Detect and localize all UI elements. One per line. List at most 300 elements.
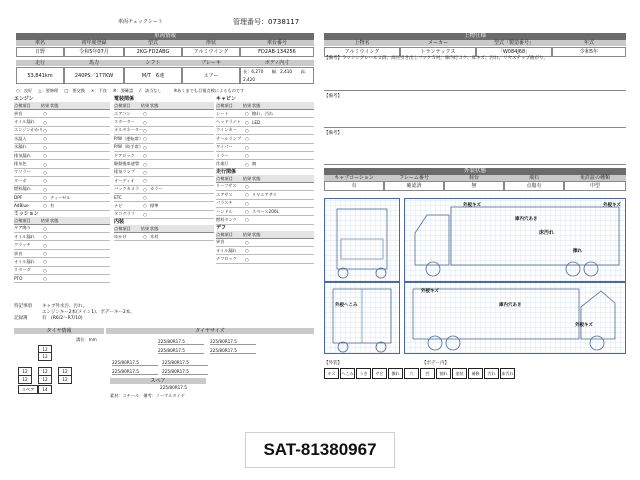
diagram-side-right [404, 282, 626, 354]
damage-legend-item: 床汚れ [500, 368, 515, 379]
remarks-box-1 [324, 93, 626, 128]
engine-row [14, 169, 110, 177]
mission-row [14, 258, 110, 266]
cabin-row-result[interactable]: ○ [245, 144, 249, 150]
electrical-row [114, 144, 214, 152]
engine-row [14, 177, 110, 185]
col-body-size: ボディ内寸 [240, 60, 314, 66]
notes-text-2: エンジンキー2本(メイン1)、ボデーキー2本。 [42, 310, 135, 315]
val-maker: トランテックス [400, 47, 476, 57]
engine-row-item: AdBlue [14, 203, 29, 209]
running-row-result[interactable]: ○ [245, 209, 249, 215]
column-header-item: 点検項目 [216, 103, 233, 108]
val-mileage: 53,841km [16, 67, 64, 84]
legend-replace: □：要交換 [64, 88, 85, 93]
tire-size: 225/80R17.5 [158, 339, 204, 345]
engine-row-result[interactable]: ○ [43, 119, 47, 125]
running-row-status: リヤエアサス [252, 191, 277, 197]
running-row-item: リーフサス [216, 183, 237, 189]
engine-row-item: オイル漏れ [14, 119, 35, 125]
electrical-section [114, 96, 214, 241]
cabin-row-item: テールランプ [216, 135, 242, 141]
tire-position: 12 [38, 352, 52, 361]
cabin-row-item: ウインカー [216, 127, 237, 133]
electrical-row-item: 排気ランプ [114, 169, 135, 175]
tire-size: 225/80R17.5 [210, 348, 256, 354]
engine-row-item: 排気漏れ [14, 152, 31, 158]
column-header-result: 結果 [40, 217, 50, 223]
engine-row-item: 水漏れ [14, 144, 27, 150]
tire-position: 12 [18, 367, 32, 376]
cabin-row-item: ミラー [216, 152, 229, 158]
column-header-item: 点検項目 [114, 103, 131, 108]
damage-legend-item: 穴 [404, 368, 419, 379]
column-header [114, 102, 214, 110]
cabin-row-status: LED [252, 119, 261, 125]
truck-rear-view [325, 283, 399, 353]
engine-section [14, 96, 110, 283]
electrical-row [114, 169, 214, 177]
val-bed: 無 [444, 181, 504, 191]
truck-side-view-left [405, 199, 625, 281]
tire-size: 225/80R17.5 [112, 369, 158, 375]
damage-label-b: 外板キズ [603, 203, 621, 208]
electrical-row-result[interactable]: ○ [143, 111, 147, 117]
spare-tire-label: スペア [18, 385, 38, 394]
dpf-row-item: デフロック [216, 256, 237, 262]
col-cab-caution: キャブコーション [324, 175, 384, 181]
column-header-result: 結果 [242, 231, 252, 237]
cabin-row [216, 127, 314, 135]
val-shift: M/T 6速 [124, 67, 182, 84]
cabin-row-result[interactable]: ○ [245, 161, 249, 167]
records-text: 有 (R6/2〜R7/10) [42, 316, 83, 321]
cabin-section [216, 96, 314, 264]
mission-row [14, 267, 110, 275]
electrical-row [114, 118, 214, 126]
val-load-name: アルミウイング [324, 47, 400, 57]
interior-row-item: ゆかけ [114, 233, 127, 239]
val-first-reg: 令和5年07月 [64, 47, 124, 57]
column-header-status: 状態 [50, 217, 59, 223]
col-frame-no: フレーム番号 [384, 175, 444, 181]
dpf-row-result[interactable]: ○ [245, 248, 249, 254]
vehicle-info-row1-values [16, 47, 314, 57]
val-horsepower: 240PS／177KW [64, 67, 124, 84]
dpf-row [216, 255, 314, 263]
electrical-row-result[interactable]: ○ [143, 211, 147, 217]
spare-size: 225/80R17.5 [160, 385, 187, 390]
column-header-status: 状態 [50, 103, 59, 108]
column-header [14, 102, 110, 110]
damage-legend-item: へこみ [340, 368, 355, 379]
running-row [216, 191, 314, 199]
col-shift: シフト [124, 60, 182, 66]
col-load-model: 型式「製造番号」 [476, 40, 552, 46]
val-load-model: 「W084J68」 [476, 47, 552, 57]
legend-note: ※あくまでも目視点検によるものです [173, 88, 245, 93]
legend-check: ※：要確認 [113, 88, 134, 93]
electrical-row-result[interactable]: ○ [143, 169, 147, 175]
damage-label-c: 庫内穴あき [515, 217, 538, 222]
col-first-reg: 初年度登録 [64, 40, 124, 46]
cabin-row-result[interactable]: ○ [245, 153, 249, 159]
dpf-row-result[interactable]: ○ [245, 239, 249, 245]
electrical-row-status: 標準 [150, 202, 159, 208]
electrical-row-result[interactable]: ○ [143, 127, 147, 133]
column-header-item: 点検項目 [216, 231, 233, 237]
interior-title: 内装 [114, 219, 125, 226]
dpf-row [216, 239, 314, 247]
engine-row-result[interactable]: ○ [43, 161, 47, 167]
mission-row-result[interactable]: ○ [43, 225, 47, 231]
running-row [216, 183, 314, 191]
damage-label-f: 外板キズ [421, 289, 439, 294]
tire-position: 12 [58, 375, 72, 384]
damage-legend-item: サビ [372, 368, 387, 379]
damage-label-i: 庫内穴あき [499, 303, 522, 308]
val-license: 中型 [564, 181, 626, 191]
electrical-row-item: ナビ [114, 202, 123, 208]
cabin-row [216, 135, 314, 143]
col-load-year: 年式 [552, 40, 626, 46]
dpf-row-item: オイル漏れ [216, 247, 237, 253]
col-shape: 形状 [182, 40, 240, 46]
records-label: 記録簿 [14, 316, 28, 321]
cabin-row-item: 作業灯 [216, 161, 229, 167]
electrical-row-item: オーディオ [114, 177, 135, 183]
engine-row-result[interactable]: ○ [43, 186, 47, 192]
tire-material: 素材：スチール 備考：ノーマルタイヤ [110, 393, 185, 398]
interior-row [114, 233, 214, 241]
electrical-row-item: P/W（助手席） [114, 144, 144, 150]
engine-row-result[interactable]: ○ [43, 169, 47, 175]
column-header-item: 点検項目 [14, 217, 31, 223]
mission-row [14, 233, 110, 241]
exterior-values [324, 181, 626, 191]
tread-label: 溝位：mm [76, 337, 97, 342]
vehicle-info-row2-headers [16, 60, 314, 66]
damage-legend-item: 補修 [468, 368, 483, 379]
doc-title: 車両チェックシート [118, 19, 163, 25]
electrical-row [114, 110, 214, 118]
mission-row-item: オイル漏れ [14, 258, 35, 264]
electrical-row [114, 186, 214, 194]
exterior-header: 外装状態 [324, 168, 626, 175]
cabin-row-item: ワイパー [216, 144, 233, 150]
engine-row-result[interactable]: ○ [43, 178, 47, 184]
engine-row-result[interactable]: ○ [43, 144, 47, 150]
remarks-label-1: 【備考】 [324, 94, 342, 99]
engine-row-item: 排気色 [14, 161, 27, 167]
tire-size: 225/80R17.5 [158, 348, 204, 354]
col-license: 免許証の種類 [564, 175, 626, 181]
diagram-front [324, 198, 400, 282]
electrical-row-item: スターター [114, 119, 135, 125]
damage-legend-item: 擦れ [388, 368, 403, 379]
mission-row-item: PTO [14, 276, 23, 282]
mission-row-result[interactable]: ○ [43, 276, 47, 282]
electrical-row-item: エアコン [114, 110, 131, 116]
electrical-row [114, 177, 214, 185]
engine-row-item: DPF [14, 195, 23, 201]
running-row-status: スペース200L [252, 208, 279, 214]
electrical-row-result[interactable]: ○ [143, 144, 147, 150]
management-number-value: 0738117 [268, 18, 300, 26]
damage-legend-item: 凹 [420, 368, 435, 379]
tire-position: 12 [38, 367, 52, 376]
vehicle-info-header: 車両情報 [16, 33, 314, 40]
mission-row-result[interactable]: ○ [43, 242, 47, 248]
vehicle-info-row1-headers [16, 40, 314, 46]
col-maker: メーカー [400, 40, 476, 46]
spare-size-header: スペア [110, 378, 206, 384]
engine-row [14, 110, 110, 118]
engine-row-result[interactable]: ○ [43, 203, 47, 209]
engine-row [14, 160, 110, 168]
mission-row [14, 250, 110, 258]
cabin-row-result[interactable]: ○ [245, 119, 249, 125]
val-frame-no: 確認済 [384, 181, 444, 191]
engine-row-item: ターボ [14, 177, 27, 183]
mission-row [14, 225, 110, 233]
dpf-row-result[interactable]: ○ [245, 256, 249, 262]
electrical-row-result[interactable]: ○ [143, 195, 147, 201]
electrical-title: 電装関係 [114, 96, 135, 102]
electrical-row-result[interactable]: ○ [143, 161, 147, 167]
electrical-row-result[interactable]: ○ [143, 153, 147, 159]
mission-row-result[interactable]: ○ [43, 234, 47, 240]
damage-label-a: 外板キズ [463, 203, 481, 208]
engine-row-item: 異音 [14, 110, 23, 116]
column-header-result: 結果 [140, 226, 150, 232]
load-remarks-text: ラッシングレール２段、高圧引き出しフック５対、庫内灯３ケ、床キズ、汚れ、リヤステップ曲がり。 [342, 56, 549, 61]
column-header-result: 結果 [242, 175, 252, 181]
engine-row [14, 118, 110, 126]
engine-row-result[interactable]: ○ [43, 195, 47, 201]
running-row-result[interactable]: ○ [245, 192, 249, 198]
damage-legend-body-label: 【ボデー内】 [422, 361, 449, 366]
running-row-result[interactable]: ○ [245, 217, 249, 223]
engine-row-result[interactable]: ○ [43, 136, 47, 142]
damage-legend-item: キズ [324, 368, 339, 379]
electrical-row-item: オルタネーター [114, 127, 144, 133]
cabin-title: キャビン [216, 96, 237, 102]
col-model: 型式 [124, 40, 182, 46]
running-row [216, 200, 314, 208]
cabin-row-result[interactable]: ○ [245, 111, 249, 117]
electrical-row-status: カラー [150, 186, 163, 192]
running-row-result[interactable]: ○ [245, 183, 249, 189]
mission-row-result[interactable]: ○ [43, 259, 47, 265]
engine-row-result[interactable]: ○ [43, 127, 47, 133]
val-car-name: 日野 [16, 47, 64, 57]
tire-position: 12 [38, 345, 52, 354]
col-car-name: 車名 [16, 40, 64, 46]
val-chassis: FD2AB-134256 [240, 47, 314, 57]
col-chassis: 車台番号 [240, 40, 314, 46]
interior-row-result[interactable]: ○ [143, 234, 147, 240]
electrical-row-result[interactable]: ○ [143, 136, 147, 142]
engine-row [14, 144, 110, 152]
load-info-headers [324, 40, 626, 46]
column-header [216, 175, 314, 183]
column-header [114, 225, 214, 233]
damage-label-g: 外板へこみ [335, 303, 358, 308]
val-chip: 点傷有 [504, 181, 564, 191]
electrical-row-result[interactable]: ○ [143, 203, 147, 209]
mission-row-item: 異音 [14, 250, 23, 256]
col-mileage: 走行 [16, 60, 64, 66]
damage-legend-item: 割れ [436, 368, 451, 379]
val-shape: アルミウイング [182, 47, 240, 57]
cabin-row-result[interactable]: ○ [245, 127, 249, 133]
cabin-row-result[interactable]: ○ [245, 136, 249, 142]
engine-row-item: エンジンかかり [14, 127, 44, 133]
interior-row-status: 木材 [150, 233, 159, 239]
electrical-row [114, 211, 214, 219]
tire-position: 12 [38, 375, 52, 384]
electrical-row-result[interactable]: ○ [143, 119, 147, 125]
load-remarks [324, 56, 626, 91]
column-header-status: 状態 [150, 103, 159, 108]
cabin-row [216, 152, 314, 160]
damage-label-d: 床汚れ [539, 230, 555, 236]
engine-title: エンジン [14, 96, 34, 102]
running-row [216, 216, 314, 224]
column-header-status: 状態 [252, 103, 261, 108]
legend-repair: △：要修理 [38, 88, 59, 93]
electrical-row-item: ETC [114, 195, 122, 201]
damage-label-e: 擦れ [573, 249, 582, 254]
column-header-item: 点検項目 [14, 103, 31, 108]
col-load-name: 上物名 [324, 40, 400, 46]
column-header [216, 102, 314, 110]
management-number [233, 17, 299, 27]
electrical-row-item: バックカメラ [114, 186, 140, 192]
mission-row-result[interactable]: ○ [43, 267, 47, 273]
column-header [216, 231, 314, 239]
damage-legend-exterior-label: 【外装】 [324, 361, 342, 366]
cabin-row [216, 160, 314, 168]
running-title: 走行関係 [216, 168, 237, 175]
tire-size: 225/80R17.5 [162, 360, 208, 366]
mission-row-item: クラッチ [14, 242, 31, 248]
val-load-year: 令和5年 [552, 47, 626, 57]
tire-position: 12 [58, 367, 72, 376]
legend-na: /：該当なし [139, 88, 162, 93]
engine-row-result[interactable]: ○ [43, 153, 47, 159]
remarks-label-2: 【備考】 [324, 131, 342, 136]
diagram-rear [324, 282, 400, 354]
column-header-status: 状態 [150, 226, 159, 232]
col-brake: ブレーキ [182, 60, 240, 66]
electrical-row [114, 194, 214, 202]
electrical-row [114, 135, 214, 143]
electrical-row-item: 駆動後車速警 [114, 161, 140, 167]
engine-row [14, 135, 110, 143]
electrical-row-item: タコグラフ [114, 211, 135, 217]
running-row-item: エアサス [216, 191, 233, 197]
stock-number: SAT-81380967 [245, 432, 395, 468]
tire-size-header: タイヤサイズ [106, 328, 314, 334]
running-row-item: 燃料タンク [216, 216, 237, 222]
damage-legend [324, 368, 524, 379]
electrical-row-result[interactable]: ○ [143, 186, 147, 192]
tire-size: 225/80R17.5 [112, 360, 158, 366]
col-chip: 飛石 [504, 175, 564, 181]
column-header-item: 点検項目 [216, 175, 233, 181]
truck-front-view [325, 199, 399, 281]
running-row-item: パラスチ [216, 200, 233, 206]
mission-row [14, 241, 110, 249]
mission-row-item: リターダ [14, 267, 31, 273]
tire-size: 225/80R17.5 [210, 339, 256, 345]
cabin-row [216, 118, 314, 126]
management-number-label: 管理番号： [233, 18, 268, 26]
column-header-result: 結果 [40, 103, 50, 108]
electrical-row [114, 202, 214, 210]
col-bed: 荷台 [444, 175, 504, 181]
column-header [14, 217, 110, 225]
mission-row-item: ギア鳴り [14, 225, 31, 231]
engine-row-item: マフラー [14, 169, 31, 175]
damage-legend-item: 汚れ [484, 368, 499, 379]
col-horsepower: 馬力 [64, 60, 124, 66]
engine-row-result[interactable]: ○ [43, 111, 47, 117]
engine-row-item: 燃料漏れ [14, 186, 31, 192]
column-header-result: 結果 [140, 103, 150, 108]
damage-legend-item: うき [356, 368, 371, 379]
mission-row-item: オイル漏れ [14, 233, 35, 239]
running-row [216, 208, 314, 216]
cabin-row [216, 144, 314, 152]
legend-bad: ×：不良 [90, 88, 107, 93]
running-row-result[interactable]: ○ [245, 200, 249, 206]
column-header-item: 点検項目 [114, 226, 131, 232]
electrical-row [114, 152, 214, 160]
electrical-row [114, 160, 214, 168]
load-remarks-label: 【備考】 [324, 56, 342, 61]
mission-row [14, 275, 110, 283]
val-cab-caution: 有 [324, 181, 384, 191]
mission-title: ミッション [14, 210, 39, 217]
cabin-row-status: 擦れ、汚れ [252, 110, 274, 116]
tire-position: 12 [18, 375, 32, 384]
val-model: 2KG-FD2ABG [124, 47, 182, 57]
engine-row-status: 有 [50, 202, 55, 208]
engine-row [14, 186, 110, 194]
val-brake: エアー [182, 67, 240, 84]
engine-row [14, 152, 110, 160]
damage-label-h: 外板キズ [575, 323, 593, 328]
cabin-row-item: シート [216, 110, 229, 116]
mission-row-result[interactable]: ○ [43, 251, 47, 257]
electrical-row-item: P/W（運転席） [114, 135, 144, 141]
notes-text-1: キャブ外水汚、汚れ。 [42, 304, 88, 309]
tire-size: 225/80R17.5 [162, 369, 208, 375]
tire-info-header: タイヤ情報 [14, 328, 104, 334]
column-header-status: 状態 [252, 231, 261, 237]
electrical-row-result[interactable]: ○ [143, 178, 147, 184]
column-header-result: 結果 [242, 103, 252, 108]
dpf-row [216, 247, 314, 255]
val-body-size: 長：6,270 幅：2,410 高：2,420 [240, 67, 314, 84]
dpf-title: デフ [216, 224, 227, 231]
dpf-row-item: 異音 [216, 239, 225, 245]
electrical-row-item: ドアロック [114, 152, 135, 158]
engine-row-status: ディーゼル [50, 194, 71, 200]
